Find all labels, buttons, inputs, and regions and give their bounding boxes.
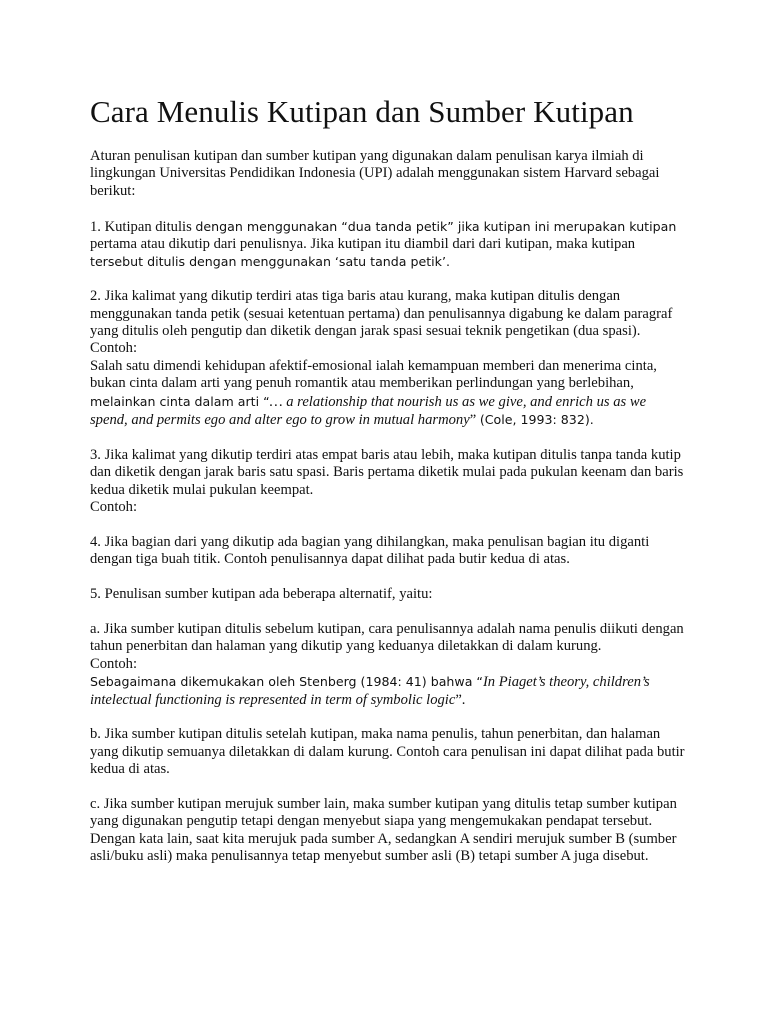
rule-2-paragraph bbox=[90, 288, 690, 429]
rule-1-line-3: tersebut ditulis dengan menggunakan ‘satu tanda petik’. bbox=[90, 254, 450, 270]
rule-3-contoh-label: Contoh: bbox=[90, 499, 138, 516]
rule-1-paragraph bbox=[90, 218, 690, 271]
document-title: Cara Menulis Kutipan dan Sumber Kutipan bbox=[90, 94, 634, 129]
rule-1-lead: 1. Kutipan ditulis bbox=[90, 218, 196, 235]
rule-2-text: 2. Jika kalimat yang dikutip terdiri atas tiga baris atau kurang, maka kutipan ditulis dengan menggunakan tanda petik (sesuai ketentuan pertama) dan penulisannya digabung ke dalam paragraf yang ditulis oleh pengutip dan diketik dengan jarak spasi sesuai teknik pengetikan (dua spasi). bbox=[90, 288, 673, 340]
rule-5a-contoh-label: Contoh: bbox=[90, 655, 138, 672]
rule-2-example-line-3 bbox=[90, 393, 690, 411]
rule-5b-paragraph: b. Jika sumber kutipan ditulis setelah kutipan, maka nama penulis, tahun penerbitan, dan halaman yang dikutip semuanya diletakkan di dalam kurung. Contoh cara penulisan ini dapat dilihat pada butir kedua di atas. bbox=[90, 726, 685, 778]
rule-2-example-line-2: bukan cinta dalam arti yang penuh romantik atau memberikan perlindungan yang berlebihan, bbox=[90, 375, 634, 392]
rule-1-sans-text: dengan menggunakan “dua tanda petik” jika kutipan ini merupakan kutipan bbox=[195, 218, 677, 234]
rule-2-example-line-1: Salah satu dimendi kehidupan afektif-emosional ialah kemampuan memberi dan menerima cinta, bbox=[90, 357, 657, 374]
document-page bbox=[90, 92, 690, 883]
rule-2-example-close: ” bbox=[469, 412, 480, 429]
rule-3-paragraph bbox=[90, 447, 690, 517]
rule-3-text: 3. Jika kalimat yang dikutip terdiri atas empat baris atau lebih, maka kutipan ditulis tanpa tanda kutip dan diketik dengan jarak baris satu spasi. Baris pertama diketik mulai pada pukulan keenam dan baris kedua diketik mulai pukulan keempat. bbox=[90, 446, 684, 498]
rule-4-paragraph: 4. Jika bagian dari yang dikutip ada bagian yang dihilangkan, maka penulisan bagian itu diganti dengan tiga buah titik. Contoh penulisannya dapat dilihat pada butir kedua di atas. bbox=[90, 533, 650, 568]
rule-1-line-2: pertama atau dikutip dari penulisnya. Jika kutipan itu diambil dari dari kutipan, maka kutipan bbox=[90, 236, 636, 253]
rule-2-example-quote-1: … a relationship that nourish us as we give, and enrich us as we bbox=[269, 393, 647, 410]
rule-5a-example-line-2 bbox=[90, 692, 690, 709]
rule-5a-text: a. Jika sumber kutipan ditulis sebelum kutipan, cara penulisannya adalah nama penulis diikuti dengan tahun penerbitan dan halaman yang dikutip yang keduanya diletakkan di dalam kurung. bbox=[90, 620, 684, 655]
rule-2-example-lead: melainkan cinta dalam arti “ bbox=[90, 393, 270, 409]
rule-2-example-citation: (Cole, 1993: 832). bbox=[479, 412, 594, 428]
rule-5c-paragraph: c. Jika sumber kutipan merujuk sumber lain, maka sumber kutipan yang ditulis tetap sumber kutipan yang digunakan pengutip tetapi dengan menyebut siapa yang mengemukakan pendapat tersebut. Dengan kata lain, saat kita merujuk pada sumber A, sedangkan A sendiri merujuk sumber B (sumber asli/buku asli) maka penulisannya tetap menyebut sumber asli (B) tetapi sumber A juga disebut. bbox=[90, 795, 677, 865]
rule-5a-example-quote-2: intelectual functioning is represented in term of symbolic logic bbox=[90, 691, 456, 708]
rule-5a-example-close: ”. bbox=[455, 691, 466, 708]
rule-5a-example-quote-1: In Piaget’s theory, children’s bbox=[482, 674, 650, 691]
rule-1-line-1 bbox=[90, 218, 690, 236]
rule-2-example-quote-2: spend, and permits ego and alter ego to grow in mutual harmony bbox=[90, 412, 470, 429]
rule-5-paragraph: 5. Penulisan sumber kutipan ada beberapa alternatif, yaitu: bbox=[90, 586, 433, 603]
rule-5a-example-line-1 bbox=[90, 673, 690, 691]
intro-paragraph: Aturan penulisan kutipan dan sumber kutipan yang digunakan dalam penulisan karya ilmiah di lingkungan Universitas Pendidikan Indonesia (UPI) adalah menggunakan sistem Harvard sebagai berikut: bbox=[90, 148, 660, 199]
rule-5a-example-lead: Sebagaimana dikemukakan oleh Stenberg (1984: 41) bahwa “ bbox=[90, 674, 483, 690]
rule-5a-paragraph bbox=[90, 621, 690, 709]
rule-2-example-line-4 bbox=[90, 411, 690, 429]
rule-2-contoh-label: Contoh: bbox=[90, 340, 138, 357]
